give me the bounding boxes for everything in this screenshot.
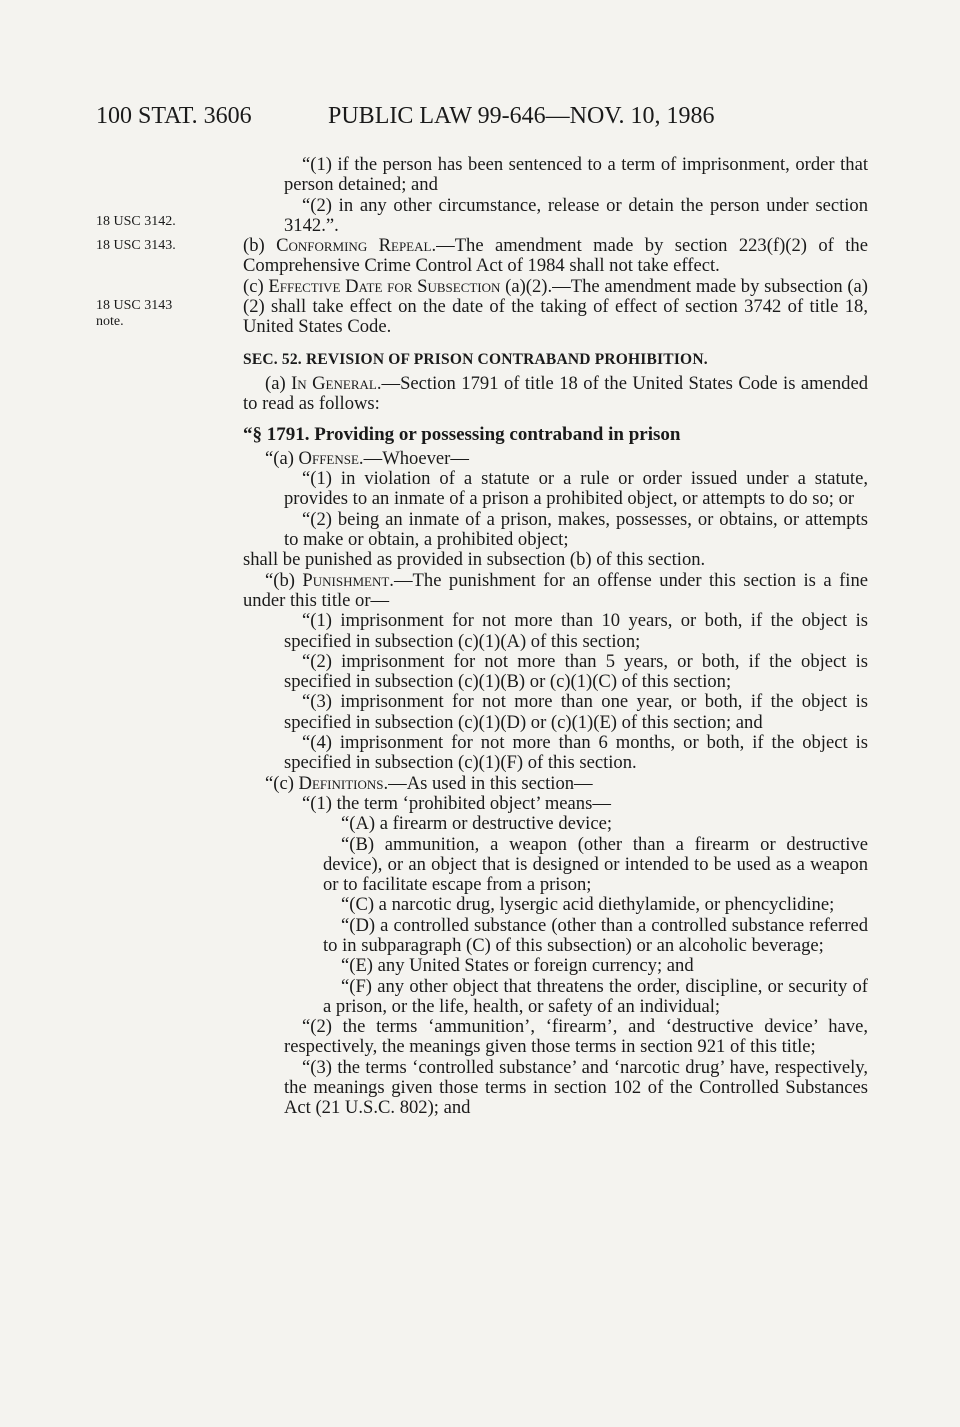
- punishment-text: —The punishment for an offense under this section is a fine under this title or—: [243, 569, 868, 611]
- subsection-c-text: —The amendment made by subsection (a)(2) shall take effect on the date of the taking of effect of section 3742 of title 18, United States Code.: [243, 275, 868, 338]
- definition-1b: “(B) ammunition, a weapon (other than a firearm or destructive device), or an object that is designed or intended to be used as a weapon or to facilitate escape from a prison;: [323, 833, 868, 896]
- public-law-title: PUBLIC LAW 99-646—NOV. 10, 1986: [328, 103, 715, 129]
- offense-1: “(1) in violation of a statute or a rule or order issued under a statute, provides to an inmate of a prison a prohibited object, or attempts to do so; or: [284, 468, 868, 510]
- punishment-label: “(b): [265, 569, 303, 591]
- subsection-c-label: (c): [243, 275, 269, 297]
- definition-1a: “(A) a firearm or destructive device;: [341, 813, 613, 835]
- subsection-c: [243, 277, 868, 338]
- offense-heading: Offense.: [298, 447, 364, 469]
- margin-note-usc-3143-note: [96, 298, 172, 330]
- punishment-3: “(3) imprisonment for not more than one year, or both, if the object is specified in subsection (c)(1)(D) or (c)(1)(E) of this section; and: [284, 691, 868, 733]
- general-heading: In General.: [291, 372, 382, 394]
- subsection-b-text: —The amendment made by section 223(f)(2) of the Comprehensive Crime Control Act of 1984 shall not take effect.: [243, 235, 868, 277]
- definitions-heading-para: [243, 774, 868, 794]
- general-label: (a): [265, 372, 292, 394]
- margin-note-ref: 18 USC 3143: [96, 298, 173, 313]
- definitions-label: “(c): [265, 772, 299, 794]
- subsection-b-label: (b): [243, 235, 277, 257]
- offense-label: “(a): [265, 447, 299, 469]
- section-heading: SEC. 52. REVISION OF PRISON CONTRABAND PROHIBITION.: [243, 350, 708, 368]
- definition-1: “(1) the term ‘prohibited object’ means—: [302, 792, 611, 814]
- definitions-heading: Definitions.: [298, 772, 389, 794]
- general-text: —Section 1791 of title 18 of the United States Code is amended to read as follows:: [243, 372, 868, 415]
- definition-1c: “(C) a narcotic drug, lysergic acid diethylamide, or phencyclidine;: [341, 894, 835, 916]
- definition-1d: “(D) a controlled substance (other than a controlled substance referred to in subparagraph (C) of this subsection) or an alcoholic beverage;: [323, 914, 868, 956]
- definition-2: “(2) the terms ‘ammunition’, ‘firearm’, and ‘destructive device’ have, respectively, the meanings given those terms in section 921 of this title;: [284, 1016, 868, 1058]
- subsection-c-ref: (a)(2).: [500, 275, 553, 297]
- margin-note-usc-3143: 18 USC 3143.: [96, 238, 176, 253]
- section-1791-title: “§ 1791. Providing or possessing contraband in prison: [243, 423, 681, 445]
- offense-text: —Whoever—: [363, 447, 469, 469]
- subsection-b: [243, 236, 868, 277]
- punishment-2: “(2) imprisonment for not more than 5 years, or both, if the object is specified in subsection (c)(1)(B) or (c)(1)(C) of this section;: [284, 650, 868, 693]
- margin-note-label: note.: [96, 314, 124, 329]
- definition-1f: “(F) any other object that threatens the order, discipline, or security of a prison, or the life, health, or safety of an individual;: [323, 975, 868, 1017]
- page-header: [96, 103, 880, 143]
- general-para: [243, 374, 868, 415]
- punishment-4: “(4) imprisonment for not more than 6 months, or both, if the object is specified in subsection (c)(1)(F) of this section.: [284, 732, 868, 774]
- offense-2: “(2) being an inmate of a prison, makes, possesses, or obtains, or attempts to make or obtain, a prohibited object;: [284, 508, 868, 551]
- main-text: [243, 155, 868, 1119]
- punishment-1: “(1) imprisonment for not more than 10 years, or both, if the object is specified in subsection (c)(1)(A) of this section;: [284, 610, 868, 652]
- para-1: “(1) if the person has been sentenced to a term of imprisonment, order that person detained; and: [284, 154, 868, 196]
- definition-3: “(3) the terms ‘controlled substance’ and ‘narcotic drug’ have, respectively, the meanings given those terms in section 102 of the Controlled Substances Act (21 U.S.C. 802); and: [284, 1056, 868, 1119]
- punishment-heading-para: [243, 571, 868, 612]
- subsection-c-heading: Effective Date for Subsection: [268, 275, 501, 297]
- definitions-text: —As used in this section—: [388, 772, 593, 794]
- offense-tail: shall be punished as provided in subsection (b) of this section.: [243, 549, 706, 571]
- margin-note-usc-3142: 18 USC 3142.: [96, 214, 176, 229]
- punishment-heading: Punishment.: [302, 569, 394, 591]
- para-2: “(2) in any other circumstance, release or detain the person under section 3142.”.: [284, 194, 868, 236]
- offense-heading-para: [243, 449, 868, 469]
- subsection-b-heading: Conforming Repeal.: [276, 235, 437, 257]
- stat-citation: 100 STAT. 3606: [96, 103, 252, 129]
- definition-1e: “(E) any United States or foreign currency; and: [341, 955, 694, 977]
